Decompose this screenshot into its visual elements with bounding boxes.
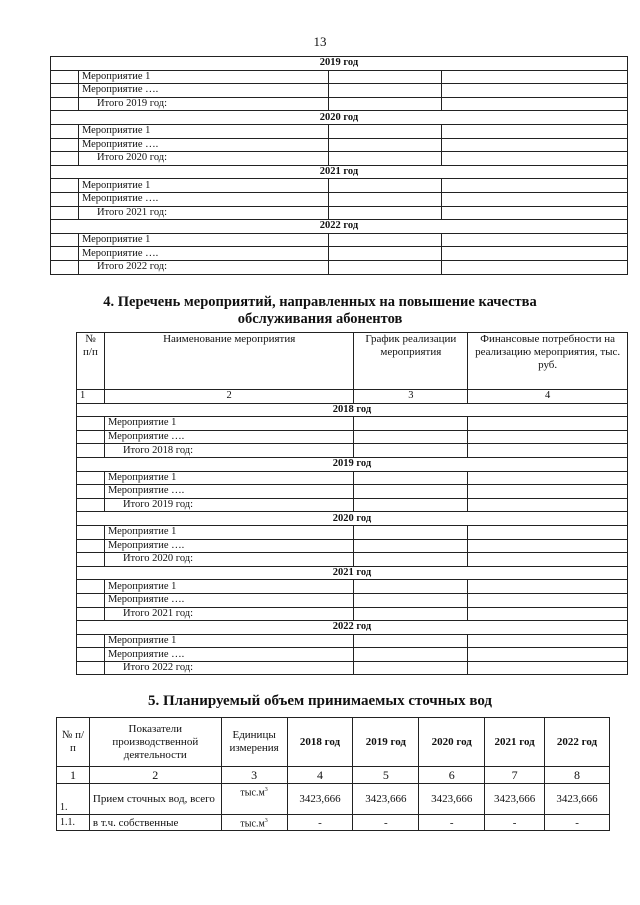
row-value: -	[287, 815, 353, 831]
empty-cell	[77, 430, 105, 444]
table-row	[51, 192, 628, 206]
year-header-row	[77, 403, 628, 417]
section4-activities-table	[76, 332, 628, 675]
colnum-cell: 1	[57, 767, 90, 784]
section5-title: 5. Планируемый объем принимаемых сточных вод	[147, 693, 493, 709]
section3-body	[51, 57, 628, 275]
year-header-row	[51, 111, 628, 125]
header-finance: Финансовые потребности на реализацию мероприятия, тыс. руб.	[468, 333, 628, 390]
empty-cell	[354, 525, 468, 539]
empty-cell	[442, 192, 628, 206]
empty-cell	[328, 260, 442, 274]
year-header-row	[51, 165, 628, 179]
table-row	[77, 648, 628, 662]
empty-cell	[328, 179, 442, 193]
colnum-cell: 6	[419, 767, 485, 784]
section4-header-row	[77, 333, 628, 390]
table-row	[51, 70, 628, 84]
table-row	[77, 539, 628, 553]
activity-name: Мероприятие ….	[78, 247, 328, 261]
table-row	[51, 260, 628, 274]
header-num: № п/п	[57, 718, 90, 767]
empty-cell	[51, 192, 79, 206]
table-row	[77, 417, 628, 431]
table-row	[51, 247, 628, 261]
empty-cell	[468, 607, 628, 621]
empty-cell	[51, 247, 79, 261]
row-value: -	[353, 815, 419, 831]
year-label: 2019 год	[51, 57, 628, 71]
header-num: № п/п	[77, 333, 105, 390]
empty-cell	[354, 607, 468, 621]
empty-cell	[328, 152, 442, 166]
year-label: 2019 год	[77, 457, 628, 471]
empty-cell	[77, 539, 105, 553]
table-row	[77, 593, 628, 607]
empty-cell	[77, 634, 105, 648]
header-units: Единицы измерения	[221, 718, 287, 767]
year-label: 2021 год	[51, 165, 628, 179]
empty-cell	[328, 97, 442, 111]
row-num: 1.	[57, 784, 90, 815]
empty-cell	[354, 593, 468, 607]
section5-header-row	[57, 718, 610, 767]
colnum-cell: 3	[354, 390, 468, 404]
section4-title-line1: 4. Перечень мероприятий, направленных на повышение качества	[103, 294, 537, 310]
empty-cell	[468, 553, 628, 567]
activity-name: Мероприятие ….	[78, 138, 328, 152]
colnum-cell: 2	[89, 767, 221, 784]
empty-cell	[442, 233, 628, 247]
year-header-row	[77, 457, 628, 471]
empty-cell	[77, 553, 105, 567]
empty-cell	[468, 593, 628, 607]
empty-cell	[77, 593, 105, 607]
section4-title-line2: обслуживания абонентов	[237, 311, 403, 327]
empty-cell	[468, 485, 628, 499]
year-total-label: Итого 2021 год:	[78, 206, 328, 220]
empty-cell	[77, 648, 105, 662]
empty-cell	[442, 260, 628, 274]
empty-cell	[77, 471, 105, 485]
year-total-label: Итого 2019 год:	[104, 498, 353, 512]
empty-cell	[77, 661, 105, 675]
year-total-label: Итого 2021 год:	[104, 607, 353, 621]
table-row	[77, 634, 628, 648]
page-number: 13	[313, 34, 327, 49]
empty-cell	[77, 417, 105, 431]
table-row	[77, 607, 628, 621]
year-label: 2022 год	[51, 220, 628, 234]
row-value: -	[485, 815, 545, 831]
year-header-row	[51, 220, 628, 234]
activity-name: Мероприятие 1	[78, 233, 328, 247]
table-row	[57, 815, 610, 831]
empty-cell	[51, 97, 79, 111]
section4-colnum-row	[77, 390, 628, 404]
activity-name: Мероприятие ….	[104, 485, 353, 499]
empty-cell	[328, 247, 442, 261]
header-year: 2018 год	[287, 718, 353, 767]
activity-name: Мероприятие ….	[78, 192, 328, 206]
year-header-row	[77, 566, 628, 580]
row-name: Прием сточных вод, всего	[89, 784, 221, 815]
header-indicators: Показатели производственной деятельности	[89, 718, 221, 767]
empty-cell	[328, 138, 442, 152]
row-value: 3423,666	[287, 784, 353, 815]
table-row	[77, 661, 628, 675]
empty-cell	[468, 648, 628, 662]
table-row	[51, 97, 628, 111]
empty-cell	[468, 634, 628, 648]
empty-cell	[328, 192, 442, 206]
empty-cell	[442, 247, 628, 261]
row-name: в т.ч. собственные	[89, 815, 221, 831]
year-total-label: Итого 2022 год:	[104, 661, 353, 675]
header-year: 2019 год	[353, 718, 419, 767]
empty-cell	[51, 152, 79, 166]
row-value: 3423,666	[485, 784, 545, 815]
colnum-cell: 1	[77, 390, 105, 404]
empty-cell	[328, 84, 442, 98]
activity-name: Мероприятие ….	[104, 648, 353, 662]
table-row	[77, 444, 628, 458]
empty-cell	[51, 206, 79, 220]
wastewater-volume-table	[56, 717, 610, 831]
year-total-label: Итого 2019 год:	[78, 97, 328, 111]
table-row	[77, 485, 628, 499]
empty-cell	[77, 498, 105, 512]
colnum-cell: 8	[545, 767, 610, 784]
table-row	[51, 152, 628, 166]
row-value: -	[419, 815, 485, 831]
table-row	[51, 233, 628, 247]
empty-cell	[354, 485, 468, 499]
empty-cell	[328, 70, 442, 84]
empty-cell	[51, 260, 79, 274]
table-row	[57, 784, 610, 815]
table-row	[77, 553, 628, 567]
empty-cell	[468, 580, 628, 594]
empty-cell	[77, 485, 105, 499]
activity-name: Мероприятие 1	[104, 634, 353, 648]
colnum-cell: 3	[221, 767, 287, 784]
row-value: 3423,666	[545, 784, 610, 815]
row-value: -	[545, 815, 610, 831]
empty-cell	[442, 124, 628, 138]
year-header-row	[77, 621, 628, 635]
row-unit: $тыс.м^3$	[221, 815, 287, 831]
table-row	[77, 498, 628, 512]
empty-cell	[468, 444, 628, 458]
colnum-cell: 4	[287, 767, 353, 784]
empty-cell	[468, 539, 628, 553]
year-label: 2018 год	[77, 403, 628, 417]
header-schedule: График реализации мероприятия	[354, 333, 468, 390]
empty-cell	[51, 70, 79, 84]
empty-cell	[354, 539, 468, 553]
row-num: 1.1.	[57, 815, 90, 831]
empty-cell	[51, 179, 79, 193]
empty-cell	[354, 430, 468, 444]
empty-cell	[328, 124, 442, 138]
activity-name: Мероприятие ….	[104, 539, 353, 553]
section5-colnum-row	[57, 767, 610, 784]
year-header-row	[51, 57, 628, 71]
table-row	[51, 206, 628, 220]
row-value: 3423,666	[353, 784, 419, 815]
year-total-label: Итого 2018 год:	[104, 444, 353, 458]
year-label: 2021 год	[77, 566, 628, 580]
empty-cell	[442, 70, 628, 84]
colnum-cell: 2	[104, 390, 353, 404]
empty-cell	[468, 417, 628, 431]
empty-cell	[354, 634, 468, 648]
empty-cell	[442, 97, 628, 111]
activity-name: Мероприятие ….	[78, 84, 328, 98]
empty-cell	[442, 152, 628, 166]
activity-name: Мероприятие 1	[104, 417, 353, 431]
empty-cell	[77, 607, 105, 621]
empty-cell	[468, 661, 628, 675]
empty-cell	[442, 206, 628, 220]
empty-cell	[354, 661, 468, 675]
table-row	[51, 179, 628, 193]
empty-cell	[468, 525, 628, 539]
empty-cell	[328, 233, 442, 247]
table-row	[77, 525, 628, 539]
empty-cell	[354, 471, 468, 485]
activity-name: Мероприятие 1	[78, 70, 328, 84]
empty-cell	[354, 580, 468, 594]
empty-cell	[354, 444, 468, 458]
year-total-label: Итого 2020 год:	[104, 553, 353, 567]
header-year: 2022 год	[545, 718, 610, 767]
section4-body	[77, 333, 628, 675]
empty-cell	[51, 233, 79, 247]
colnum-cell: 4	[468, 390, 628, 404]
empty-cell	[442, 138, 628, 152]
table-row	[77, 580, 628, 594]
empty-cell	[442, 84, 628, 98]
empty-cell	[468, 430, 628, 444]
empty-cell	[354, 498, 468, 512]
empty-cell	[442, 179, 628, 193]
activity-name: Мероприятие 1	[104, 525, 353, 539]
row-unit: $тыс.м^3$	[221, 784, 287, 815]
activity-name: Мероприятие ….	[104, 430, 353, 444]
empty-cell	[354, 417, 468, 431]
year-total-label: Итого 2022 год:	[78, 260, 328, 274]
table-row	[77, 471, 628, 485]
colnum-cell: 7	[485, 767, 545, 784]
header-year: 2020 год	[419, 718, 485, 767]
activity-name: Мероприятие ….	[104, 593, 353, 607]
activity-name: Мероприятие 1	[78, 179, 328, 193]
empty-cell	[354, 553, 468, 567]
activity-name: Мероприятие 1	[78, 124, 328, 138]
year-total-label: Итого 2020 год:	[78, 152, 328, 166]
year-header-row	[77, 512, 628, 526]
table-row	[51, 124, 628, 138]
header-name: Наименование мероприятия	[104, 333, 353, 390]
activity-name: Мероприятие 1	[104, 580, 353, 594]
colnum-cell: 5	[353, 767, 419, 784]
empty-cell	[51, 124, 79, 138]
empty-cell	[77, 444, 105, 458]
year-label: 2020 год	[51, 111, 628, 125]
table-row	[77, 430, 628, 444]
empty-cell	[77, 525, 105, 539]
empty-cell	[468, 498, 628, 512]
year-label: 2022 год	[77, 621, 628, 635]
empty-cell	[51, 84, 79, 98]
section3-activities-table	[50, 56, 628, 275]
empty-cell	[328, 206, 442, 220]
header-year: 2021 год	[485, 718, 545, 767]
table-row	[51, 138, 628, 152]
activity-name: Мероприятие 1	[104, 471, 353, 485]
row-value: 3423,666	[419, 784, 485, 815]
empty-cell	[51, 138, 79, 152]
table-row	[51, 84, 628, 98]
year-label: 2020 год	[77, 512, 628, 526]
empty-cell	[468, 471, 628, 485]
empty-cell	[77, 580, 105, 594]
empty-cell	[354, 648, 468, 662]
